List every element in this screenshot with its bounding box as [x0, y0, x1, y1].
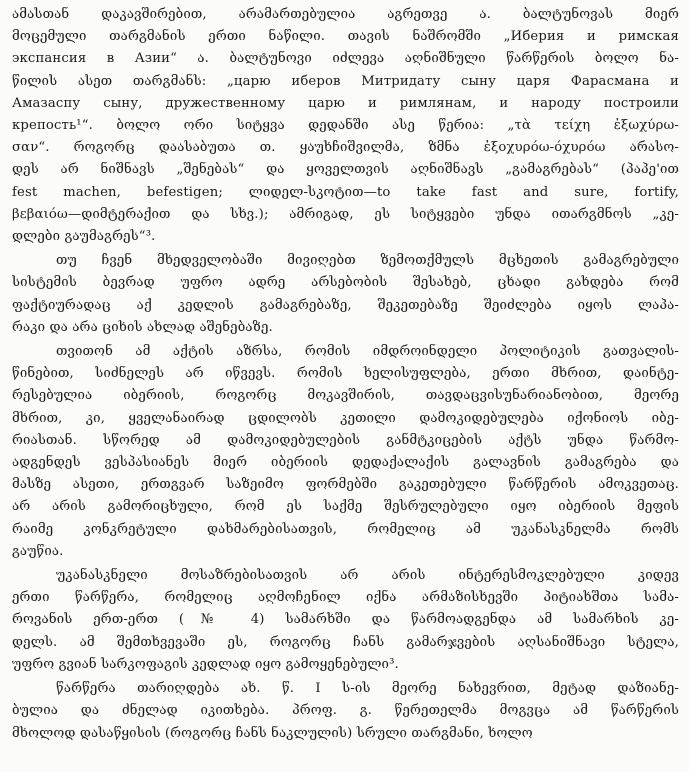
text-line: თვითონ ამ აქტის აზრსა, რომის იმდროინდელი პოლიტიკის გათვალის-: [56, 344, 679, 360]
text-line: მოცემული თარგმანის ერთი ნაწილი. თავის ნაშრომში „Иберия и римская: [12, 29, 679, 45]
text-line: როვანის ერთ-ერთ (№ 4) სამარხში და წარმოადგენდა ამ სამარხის კე-: [12, 612, 679, 628]
text-line: უკანასკნელი მოსაზრებისათვის არ არის ინტერესმოკლებული კიდევ: [56, 568, 679, 584]
text-line: экспансия в Азии“ ა. ბალტუნოვი იძლევა აღნიშნული წარწერის ბოლო ნა-: [12, 51, 679, 67]
text-line: ბულია და ძნელად იკითხება. პროფ. გ. წერეთელმა მოგვცა ამ წარწერის: [12, 703, 679, 719]
paragraph: [12, 341, 679, 563]
text-line: ამასთან დაკავშირებით, არამართებულია აგრეთვე ა. ბალტუნოვას მიერ: [12, 7, 679, 22]
text-line: რიასთან. სწორედ ამ დამოკიდებულების განმტკიცების აქტს უნდა წარმო-: [12, 432, 679, 448]
paragraph: [12, 678, 679, 745]
text-line: ფაქტიურადაც აქ კედლის გამაგრებაზე, შეკეთებაზე შეიძლება იყოს ლაპა-: [12, 297, 679, 313]
text-line: σαν“. როგორც დაასაბუთა თ. ყაუხჩიშვილმა, ზმნა ἐξοχυρόω-όχυρόω არასო-: [12, 140, 679, 156]
text-line: წინებით, სიძნელეს არ იწვევს. რომის ხელისუფლება, ერთი მხრით, დაინტე-: [12, 366, 679, 382]
text-line: βεβαιόω—დიმტერაქით და სხვ.); ამრიგად, ეს სიტყვები უნდა ითარგმნოს „კე-: [12, 206, 679, 222]
text-line: წილის ასეთ თარგმანს: „царю иберов Митридату сыну царя Фарасмана и: [12, 73, 679, 89]
paragraph: [12, 4, 679, 248]
text-line: დელს. ამ შემთხვევაში ეს, როგორც ჩანს გამარჯვების აღსანიშნავი სტელა,: [12, 634, 679, 650]
text-line: მასზე ასეთი, ერთგვარ საზეიმო ფორმებში გაკეთებული წარწერის ამოკვეთაც.: [12, 477, 679, 493]
text-line: არ არის გამორიცხული, რომ ეს საქმე შესრულებული იყო იბერიის მეფის: [12, 499, 679, 515]
text-line: крепость¹“. ბოლო ორი სიტყვა დედანში ასე წერია: „τὰ τείχη ἐξωχύρω-: [12, 118, 679, 134]
text-line: ერთი წარწერა, რომელიც აღმოჩენილ იქნა არმაზისხევში პიტიახშთა სამა-: [12, 590, 679, 606]
text-line: Амазаспу сыну, дружественному царю и римлянам, и народу построили: [12, 95, 679, 111]
text-line: მხოლოდ დასაწყისის (როგორც ჩანს ნაკლულის) სრული თარგმანი, ხოლო: [12, 725, 533, 741]
text-line: რაკი და არა ციხის ახლად აშენებაზე.: [12, 319, 273, 335]
text-line: უფრო გვიან სარკოფაგის კედლად იყო გამოყენებული³.: [12, 656, 399, 672]
text-line: სისტემის ბევრად უფრო ადრე არსებობის შესახებ, ცხადი გახდება რომ: [12, 275, 679, 291]
text-line: მხრით, კი, ყველანაირად ცდილობს კეთილი დამოკიდებულება იქონიოს იბე-: [12, 410, 679, 426]
paragraph: [12, 565, 679, 676]
paragraph: [12, 250, 679, 339]
text-line: გაუწია.: [12, 543, 64, 559]
text-line: თუ ჩვენ მხედველობაში მივიღებთ ზემოთქმულს მცხეთის გამაგრებული: [56, 253, 679, 269]
text-line: წარწერა თარიღდება ახ. წ. I ს-ის მეორე ნახევრით, მეტად დაზიანე-: [56, 681, 679, 697]
text-line: ადგენდეს ვესპასიანეს მიერ იბერიის დედაქალაქის გალავნის გამაგრება და: [12, 455, 679, 471]
text-line: fest machen, befestigen; ლიდელ-სკოტით—to take fast and sure, fortify,: [12, 184, 679, 200]
text-line: დეს არ ნიშნავს „შენებას“ და ყოველთვის აღნიშნავს „გამაგრებას“ (პაპე'ით: [12, 162, 679, 178]
text-line: დლები გაუმაგრეს“³.: [12, 229, 156, 245]
text-line: რესებულია იბერიის, როგორც მოკავშირის, თავდაცვისუნარიანობით, მეორე: [12, 388, 679, 404]
text-line: რაიმე კონკრეტული დახმარებისათვის, რომელიც ამ უკანასკნელმა რომს: [12, 521, 679, 537]
